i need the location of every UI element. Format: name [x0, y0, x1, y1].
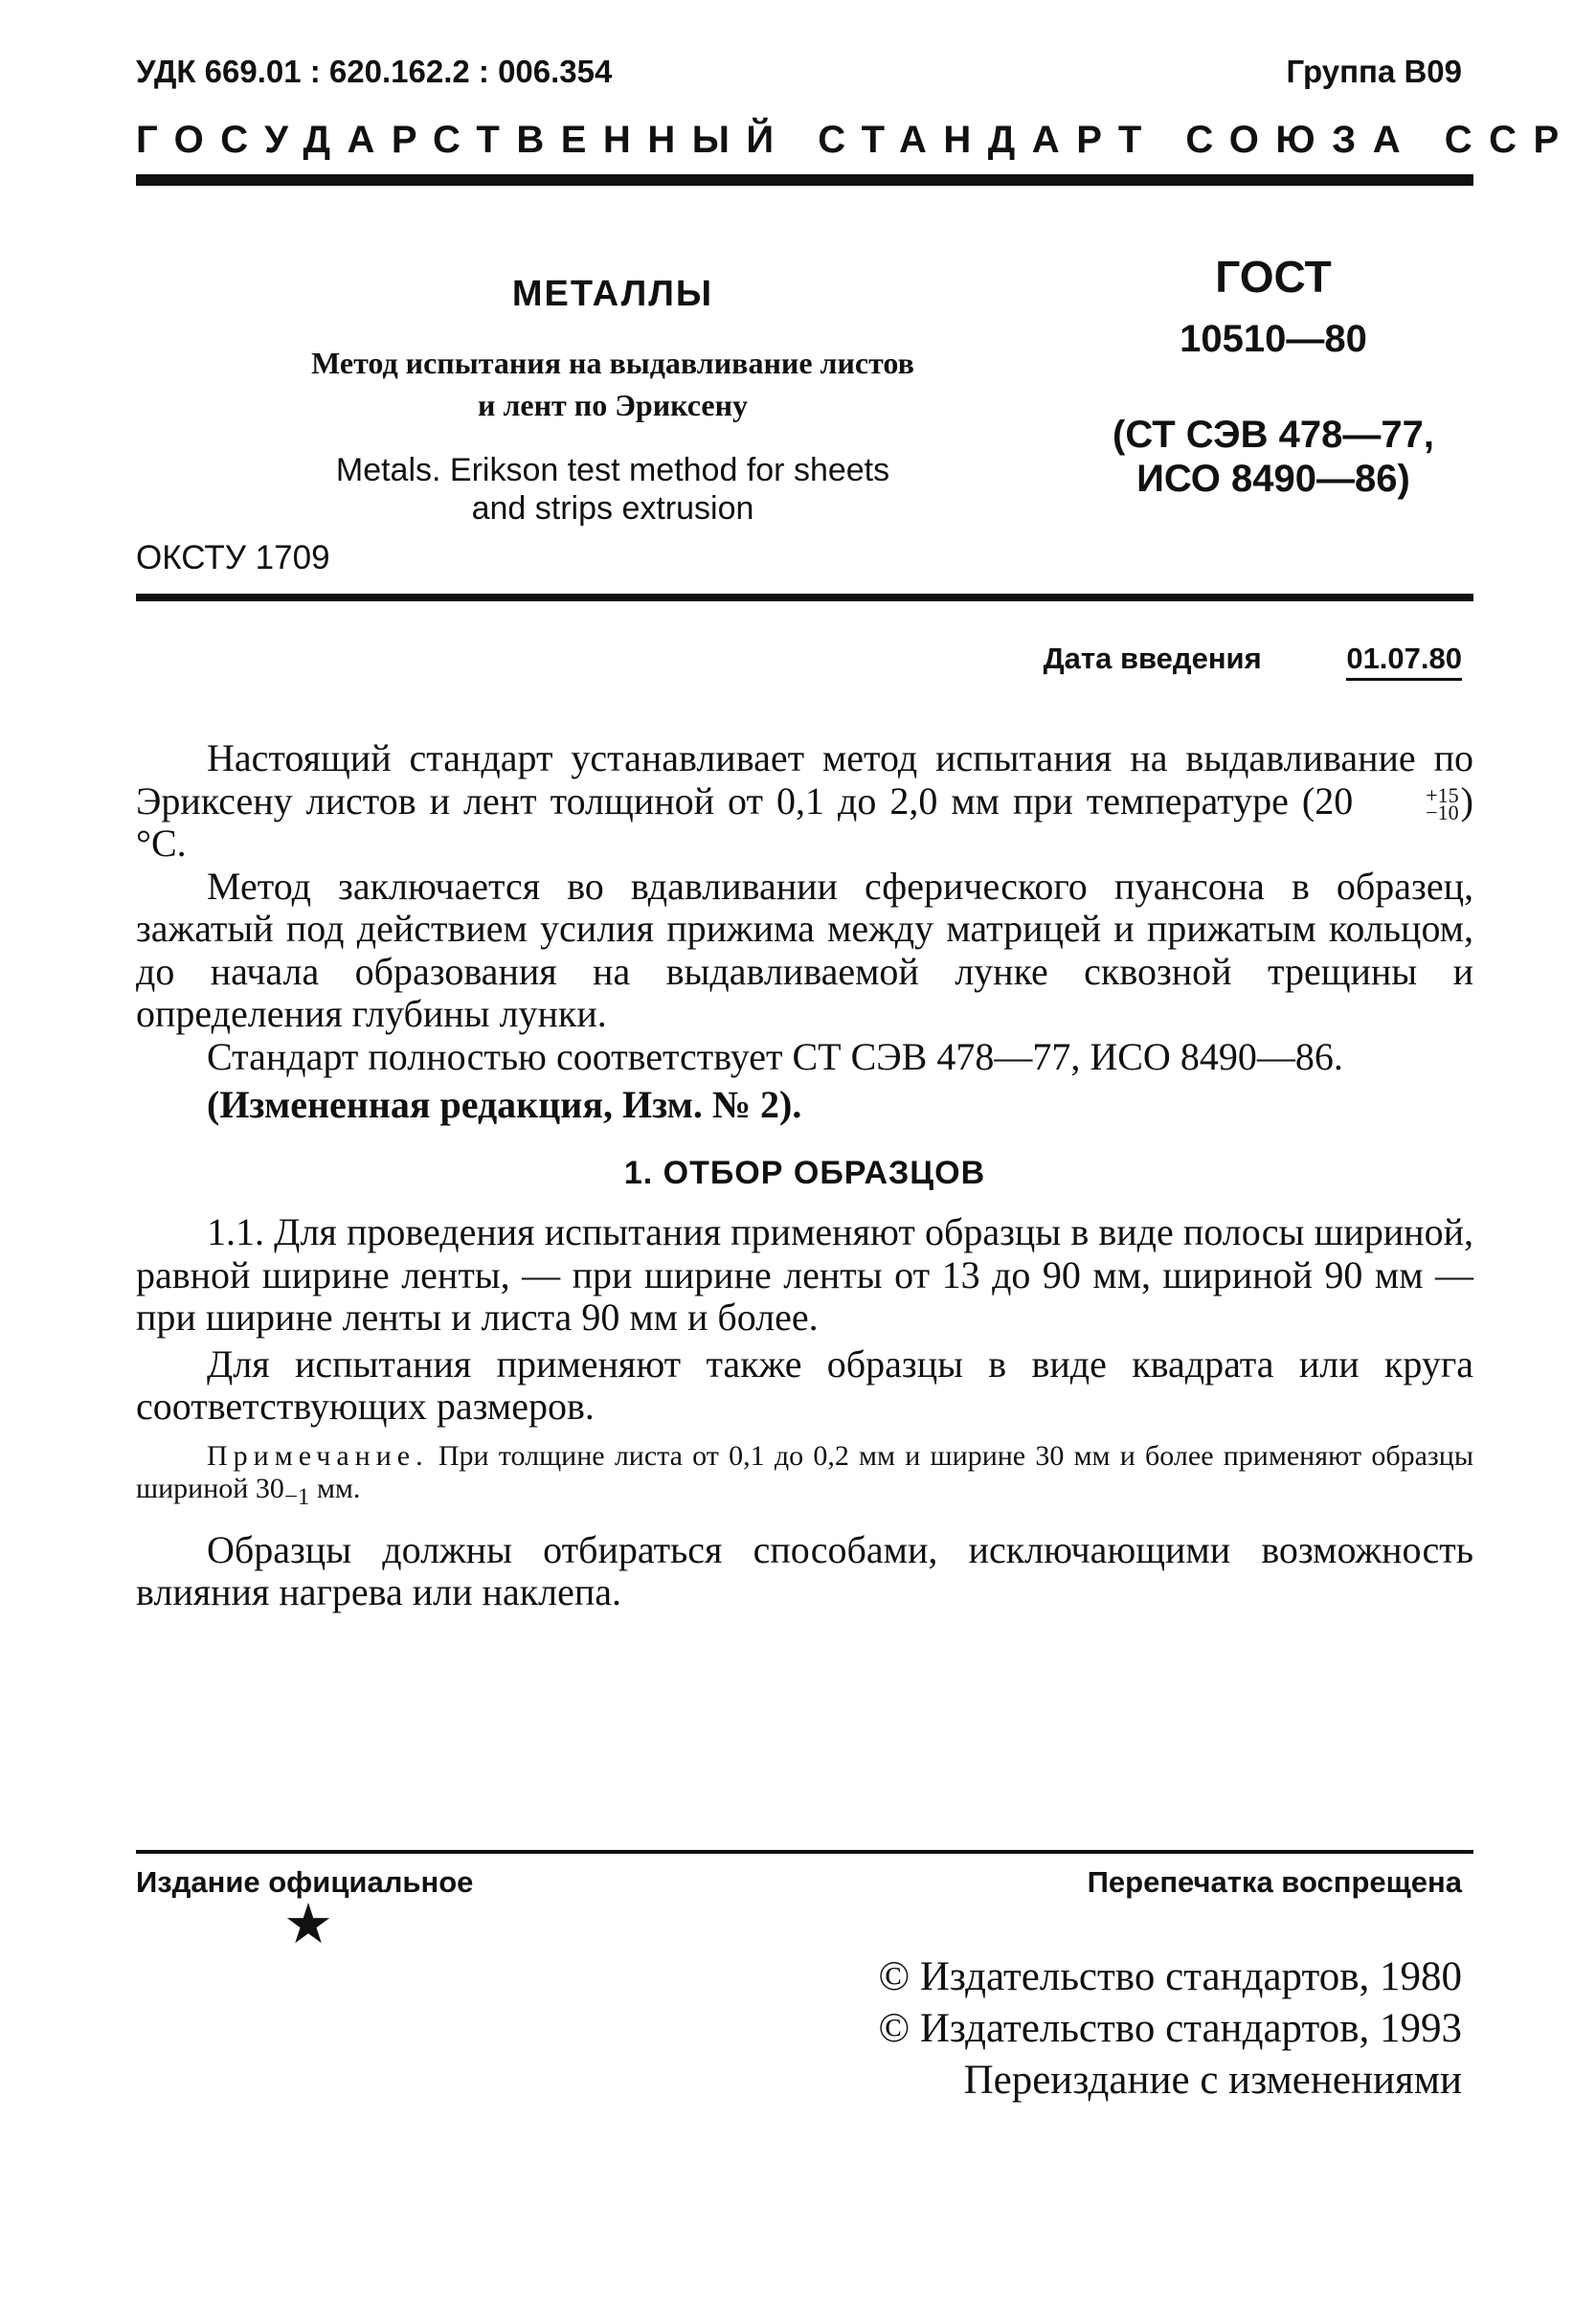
- title-russian: [278, 342, 948, 426]
- reprint-prohibited: Перепечатка воспрещена: [1087, 1865, 1462, 1899]
- note: [136, 1440, 1473, 1514]
- reissue-note: Переиздание с изменениями: [963, 2058, 1462, 2103]
- okstu-code: ОКСТУ 1709: [136, 539, 330, 576]
- copyright-1980: © Издательство стандартов, 1980: [878, 1954, 1462, 1999]
- clause-1-1-sampling: Образцы должны отбираться способами, исключающими возможность влияния нагрева или наклепа.: [136, 1527, 1473, 1613]
- tolerance-upper: +15: [1426, 783, 1459, 808]
- gost-related-line-1: (СТ СЭВ 478—77,: [1113, 414, 1434, 456]
- paragraph-conformity: Стандарт полностью соответствует СТ СЭВ 478—77, ИСО 8490—86.: [207, 1034, 1343, 1078]
- paragraph-method: Метод заключается во вдавливании сферического пуансона в образец, зажатый под действием усилия прижима между матрицей и прижатым кольцом, до начала образования на выдавливаемой лунке сквозной трещины и определения глубины лунки.: [136, 864, 1473, 1035]
- copyright-1993: © Издательство стандартов, 1993: [878, 2006, 1462, 2051]
- note-text: При толщине листа от 0,1 до 0,2 мм и ширине 30 мм и более применяют образцы шириной 30: [136, 1439, 1473, 1504]
- clause-1-1-shapes: Для испытания применяют также образцы в виде квадрата или круга соответствующих размеров.: [136, 1341, 1473, 1428]
- gost-related-line-2: ИСО 8490—86): [1136, 458, 1410, 500]
- header-rule: [136, 174, 1473, 186]
- title-rule: [136, 594, 1473, 601]
- note-tolerance: −1: [283, 1483, 310, 1510]
- official-edition: Издание официальное: [136, 1865, 474, 1899]
- tolerance-lower: −10: [1426, 800, 1459, 825]
- amendment-note: (Измененная редакция, Изм. № 2).: [207, 1083, 802, 1126]
- introduction-date-value: 01.07.80: [1346, 642, 1462, 681]
- introduction-date: [1044, 642, 1462, 681]
- document-title: МЕТАЛЛЫ: [511, 274, 714, 314]
- copyright-block: [878, 1951, 1462, 2107]
- title-english: [278, 451, 948, 528]
- note-label: Примечание.: [207, 1439, 429, 1472]
- gost-label: ГОСТ: [1215, 252, 1332, 302]
- gost-designation-block: [1053, 251, 1494, 501]
- footer-rule: [136, 1850, 1473, 1854]
- clause-1-1: 1.1. Для проведения испытания применяют образцы в виде полосы шириной, равной ширине ленты, — при ширине ленты от 13 до 90 мм, шириной 90 мм — при ширине ленты и листа 90 мм и более.: [136, 1210, 1473, 1339]
- group-code: Группа В09: [1286, 54, 1462, 89]
- document-title-block: [278, 274, 948, 528]
- temperature-tolerance: [1355, 783, 1459, 825]
- paragraph-scope-text: Настоящий стандарт устанавливает метод испытания на выдавливание по Эриксену листов и лент толщиной от 0,1 до 2,0 мм при температуре (20: [136, 736, 1473, 823]
- section-title: 1. ОТБОР ОБРАЗЦОВ: [623, 1154, 986, 1191]
- star-icon: ★: [283, 1893, 333, 1955]
- document-body: [136, 737, 1473, 1614]
- title-russian-line-2: и лент по Эриксену: [478, 388, 748, 422]
- temperature-unit: )°С.: [136, 778, 1473, 865]
- udk-code: УДК 669.01 : 620.162.2 : 006.354: [136, 54, 613, 89]
- title-english-line-2: and strips extrusion: [471, 490, 754, 527]
- title-russian-line-1: Метод испытания на выдавливание листов: [311, 346, 914, 380]
- introduction-date-label: Дата введения: [1043, 642, 1262, 675]
- state-standard-title: ГОСУДАРСТВЕННЫЙ СТАНДАРТ СОЮЗА ССР: [136, 119, 1576, 161]
- paragraph-scope: [136, 737, 1473, 866]
- title-english-line-1: Metals. Erikson test method for sheets: [335, 452, 890, 488]
- gost-number: 10510—80: [1180, 318, 1367, 360]
- note-unit: мм.: [309, 1472, 361, 1504]
- gost-related-standards: [1053, 413, 1494, 501]
